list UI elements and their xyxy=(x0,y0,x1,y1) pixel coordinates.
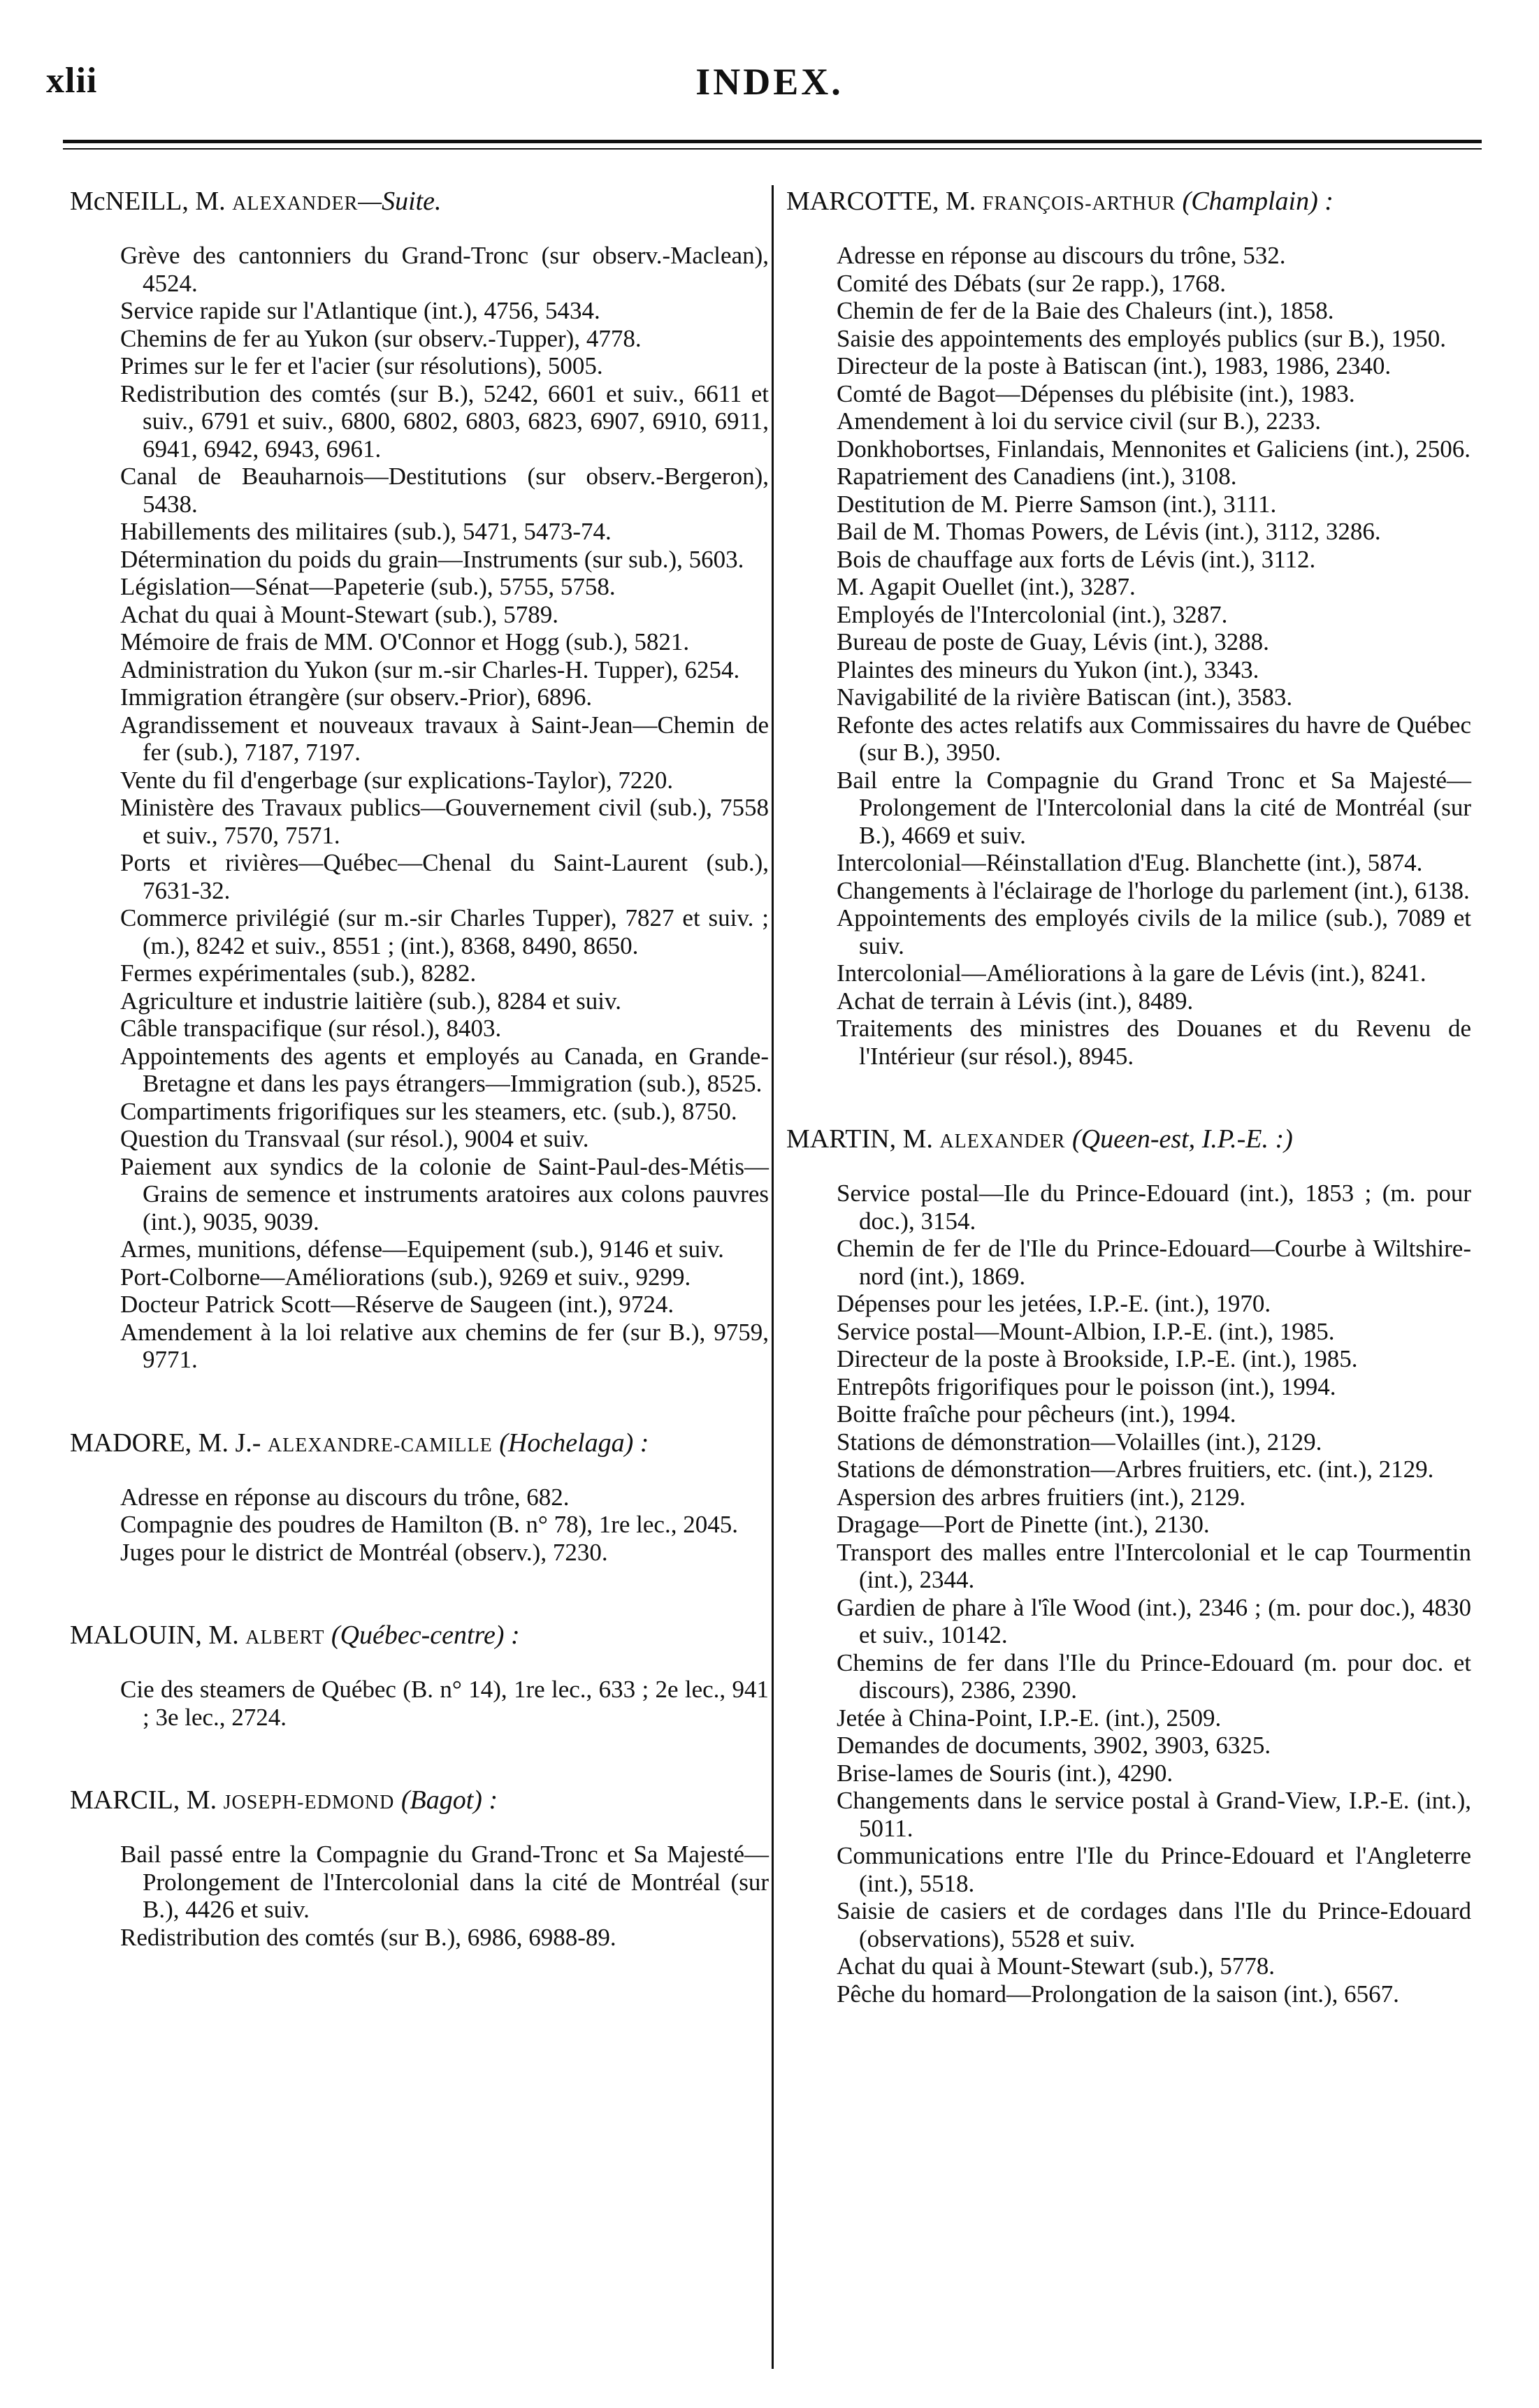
page-title: INDEX. xyxy=(695,61,844,103)
member-given-name: ALEXANDER xyxy=(232,193,359,215)
index-entry: Chemin de fer de la Baie des Chaleurs (int.), 1858. xyxy=(837,297,1334,324)
index-entry: Refonte des actes relatifs aux Commissaires du havre de Québec (sur B.), 3950. xyxy=(837,711,1471,766)
member-name: MADORE, M. J.- xyxy=(70,1428,261,1458)
index-entry: Grève des cantonniers du Grand-Tronc (sur observ.-Maclean), 4524. xyxy=(120,242,769,297)
index-entry: Compartiments frigorifiques sur les steamers, etc. (sub.), 8750. xyxy=(120,1097,737,1125)
index-entry: Câble transpacifique (sur résol.), 8403. xyxy=(120,1015,502,1042)
index-entry: Gardien de phare à l'île Wood (int.), 2346 ; (m. pour doc.), 4830 et suiv., 10142. xyxy=(837,1593,1471,1648)
index-member xyxy=(70,1427,769,1567)
index-entry: Changements dans le service postal à Grand-View, I.P.-E. (int.), 5011. xyxy=(837,1787,1471,1842)
right-column xyxy=(786,185,1471,2061)
member-given-name: JOSEPH-EDMOND xyxy=(223,1792,395,1813)
index-entry: Achat de terrain à Lévis (int.), 8489. xyxy=(837,987,1194,1015)
index-entry: Intercolonial—Réinstallation d'Eug. Blanchette (int.), 5874. xyxy=(837,849,1423,876)
member-name: MARCOTTE, M. xyxy=(786,187,976,216)
index-entry: Vente du fil d'engerbage (sur explications-Taylor), 7220. xyxy=(120,766,674,794)
index-entry: Comté de Bagot—Dépenses du plébisite (int.), 1983. xyxy=(837,379,1355,407)
index-entry: Législation—Sénat—Papeterie (sub.), 5755, 5758. xyxy=(120,573,616,600)
index-entry: Appointements des agents et employés au Canada, en Grande-Bretagne et dans les pays étrangers—Immigration (sub.), 8525. xyxy=(120,1042,769,1097)
index-entry: Amendement à loi du service civil (sur B.), 2233. xyxy=(837,407,1322,435)
index-entry: Saisie de casiers et de cordages dans l'Ile du Prince-Edouard (observations), 5528 et suiv. xyxy=(837,1897,1471,1952)
member-heading xyxy=(70,1427,769,1462)
index-entry: Service postal—Mount-Albion, I.P.-E. (int.), 1985. xyxy=(837,1317,1335,1345)
index-member xyxy=(70,1619,769,1731)
index-entry: Armes, munitions, défense—Equipement (sub.), 9146 et suiv. xyxy=(120,1235,724,1263)
index-entry: Ports et rivières—Québec—Chenal du Saint-Laurent (sub.), 7631-32. xyxy=(120,849,769,904)
member-name: McNEILL, M. xyxy=(70,187,226,216)
member-riding: (Hochelaga) : xyxy=(492,1428,649,1458)
index-entry: Redistribution des comtés (sur B.), 5242, 6601 et suiv., 6611 et suiv., 6791 et suiv., 6800, 6802, 6803, 6823, 6907, 6910, 6911, 6941, 6942, 6943, 6961. xyxy=(120,379,769,463)
member-name: MARTIN, M. xyxy=(786,1124,933,1154)
index-entry: Question du Transvaal (sur résol.), 9004 et suiv. xyxy=(120,1125,589,1152)
index-entry: Saisie des appointements des employés publics (sur B.), 1950. xyxy=(837,324,1446,352)
member-name: MALOUIN, M. xyxy=(70,1620,239,1650)
index-entry: Adresse en réponse au discours du trône, 532. xyxy=(837,242,1286,269)
index-entry: Canal de Beauharnois—Destitutions (sur observ.-Bergeron), 5438. xyxy=(120,463,769,518)
index-entry: Navigabilité de la rivière Batiscan (int.), 3583. xyxy=(837,683,1293,711)
index-entry: Administration du Yukon (sur m.-sir Charles-H. Tupper), 6254. xyxy=(120,655,740,683)
index-entry: Primes sur le fer et l'acier (sur résolutions), 5005. xyxy=(120,352,603,379)
index-entry: Mémoire de frais de MM. O'Connor et Hogg (sub.), 5821. xyxy=(120,628,690,655)
index-entry: Agriculture et industrie laitière (sub.), 8284 et suiv. xyxy=(120,987,621,1015)
member-heading xyxy=(786,185,1471,220)
member-given-name: ALBERT xyxy=(245,1627,325,1648)
index-entry: Intercolonial—Améliorations à la gare de Lévis (int.), 8241. xyxy=(837,959,1426,987)
index-entry: Bureau de poste de Guay, Lévis (int.), 3288. xyxy=(837,628,1269,655)
index-entry: Amendement à la loi relative aux chemins de fer (sur B.), 9759, 9771. xyxy=(120,1318,769,1373)
index-entry: Dragage—Port de Pinette (int.), 2130. xyxy=(837,1511,1210,1538)
index-entry: Entrepôts frigorifiques pour le poisson (int.), 1994. xyxy=(837,1372,1336,1400)
index-entry: Juges pour le district de Montréal (observ.), 7230. xyxy=(120,1538,608,1566)
member-given-name: FRANÇOIS-ARTHUR xyxy=(982,193,1176,215)
header-rule-thin xyxy=(63,148,1482,150)
index-entry: Agrandissement et nouveaux travaux à Saint-Jean—Chemin de fer (sub.), 7187, 7197. xyxy=(120,711,769,766)
index-entry: Commerce privilégié (sur m.-sir Charles Tupper), 7827 et suiv. ; (m.), 8242 et suiv., 8551 ; (int.), 8368, 8490, 8650. xyxy=(120,904,769,959)
index-entry: Bois de chauffage aux forts de Lévis (int.), 3112. xyxy=(837,545,1316,573)
page-header xyxy=(0,0,1539,140)
index-entry: Transport des malles entre l'Intercolonial et le cap Tourmentin (int.), 2344. xyxy=(837,1538,1471,1593)
index-member xyxy=(786,185,1471,1070)
index-entry: Achat du quai à Mount-Stewart (sub.), 5789. xyxy=(120,600,558,628)
column-divider xyxy=(772,185,774,2369)
index-entry: Service postal—Ile du Prince-Edouard (int.), 1853 ; (m. pour doc.), 3154. xyxy=(837,1180,1471,1235)
index-entry: Docteur Patrick Scott—Réserve de Saugeen (int.), 9724. xyxy=(120,1291,674,1318)
index-entry: Achat du quai à Mount-Stewart (sub.), 5778. xyxy=(837,1952,1275,1980)
member-heading xyxy=(786,1123,1471,1158)
index-entry: Stations de démonstration—Volailles (int.), 2129. xyxy=(837,1428,1322,1456)
member-heading xyxy=(70,1784,769,1819)
index-entry: Jetée à China-Point, I.P.-E. (int.), 2509. xyxy=(837,1704,1222,1732)
index-entry: Rapatriement des Canadiens (int.), 3108. xyxy=(837,463,1237,490)
header-rule-thick xyxy=(63,140,1482,143)
index-entry: Immigration étrangère (sur observ.-Prior), 6896. xyxy=(120,683,593,711)
left-column xyxy=(70,185,769,2004)
member-heading xyxy=(70,185,769,220)
member-riding: (Québec-centre) : xyxy=(324,1620,520,1650)
index-entry: Habillements des militaires (sub.), 5471, 5473-74. xyxy=(120,518,612,545)
index-entry: Communications entre l'Ile du Prince-Edouard et l'Angleterre (int.), 5518. xyxy=(837,1842,1471,1897)
index-entry: Aspersion des arbres fruitiers (int.), 2129. xyxy=(837,1483,1246,1511)
index-entry: Stations de démonstration—Arbres fruitiers, etc. (int.), 2129. xyxy=(837,1456,1434,1483)
member-given-name: ALEXANDRE-CAMILLE xyxy=(267,1434,493,1456)
index-entry: Destitution de M. Pierre Samson (int.), 3111. xyxy=(837,490,1277,518)
index-member xyxy=(70,185,769,1374)
index-entry: Directeur de la poste à Batiscan (int.), 1983, 1986, 2340. xyxy=(837,352,1392,379)
index-member xyxy=(70,1784,769,1951)
index-entry: Employés de l'Intercolonial (int.), 3287. xyxy=(837,600,1228,628)
index-entry: Port-Colborne—Améliorations (sub.), 9269 et suiv., 9299. xyxy=(120,1263,691,1291)
index-member xyxy=(786,1123,1471,2008)
index-entry: Bail entre la Compagnie du Grand Tronc et Sa Majesté—Prolongement de l'Intercolonial dans la cité de Montréal (sur B.), 4669 et suiv. xyxy=(837,766,1471,849)
index-entry: Ministère des Travaux publics—Gouvernement civil (sub.), 7558 et suiv., 7570, 7571. xyxy=(120,794,769,849)
index-entry: Bail de M. Thomas Powers, de Lévis (int.), 3112, 3286. xyxy=(837,518,1381,545)
index-entry: Fermes expérimentales (sub.), 8282. xyxy=(120,959,477,987)
index-entry: Pêche du homard—Prolongation de la saison (int.), 6567. xyxy=(837,1980,1399,2008)
member-riding: (Champlain) : xyxy=(1176,187,1334,216)
index-entry: Comité des Débats (sur 2e rapp.), 1768. xyxy=(837,269,1226,297)
index-entry: Détermination du poids du grain—Instruments (sur sub.), 5603. xyxy=(120,545,744,573)
index-entry: Service rapide sur l'Atlantique (int.), 4756, 5434. xyxy=(120,297,600,324)
index-entry: Demandes de documents, 3902, 3903, 6325. xyxy=(837,1732,1271,1759)
index-entry: Cie des steamers de Québec (B. n° 14), 1re lec., 633 ; 2e lec., 941 ; 3e lec., 2724. xyxy=(120,1676,769,1731)
index-entry: Directeur de la poste à Brookside, I.P.-E. (int.), 1985. xyxy=(837,1345,1358,1372)
page-number: xlii xyxy=(46,61,98,101)
index-entry: Dépenses pour les jetées, I.P.-E. (int.), 1970. xyxy=(837,1290,1271,1317)
index-entry: Paiement aux syndics de la colonie de Saint-Paul-des-Métis—Grains de semence et instruments aratoires aux colons pauvres (int.), 9035, 9039. xyxy=(120,1152,769,1235)
member-riding: —Suite. xyxy=(358,187,442,216)
member-riding: (Queen-est, I.P.-E. :) xyxy=(1065,1124,1293,1154)
index-entry: Changements à l'éclairage de l'horloge du parlement (int.), 6138. xyxy=(837,876,1470,904)
index-entry: Redistribution des comtés (sur B.), 6986, 6988-89. xyxy=(120,1923,616,1951)
index-entry: M. Agapit Ouellet (int.), 3287. xyxy=(837,573,1136,600)
member-heading xyxy=(70,1619,769,1654)
index-entry: Boitte fraîche pour pêcheurs (int.), 1994. xyxy=(837,1400,1236,1428)
member-name: MARCIL, M. xyxy=(70,1785,217,1815)
index-entry: Chemins de fer dans l'Ile du Prince-Edouard (m. pour doc. et discours), 2386, 2390. xyxy=(837,1648,1471,1704)
index-entry: Adresse en réponse au discours du trône, 682. xyxy=(120,1483,570,1511)
index-entry: Chemin de fer de l'Ile du Prince-Edouard—Courbe à Wiltshire-nord (int.), 1869. xyxy=(837,1235,1471,1290)
index-entry: Brise-lames de Souris (int.), 4290. xyxy=(837,1759,1173,1787)
member-riding: (Bagot) : xyxy=(394,1785,498,1815)
index-entry: Bail passé entre la Compagnie du Grand-Tronc et Sa Majesté—Prolongement de l'Intercolonial dans la cité de Montréal (sur B.), 4426 et suiv. xyxy=(120,1841,769,1923)
index-entry: Appointements des employés civils de la milice (sub.), 7089 et suiv. xyxy=(837,904,1471,959)
index-entry: Traitements des ministres des Douanes et du Revenu de l'Intérieur (sur résol.), 8945. xyxy=(837,1015,1471,1070)
index-entry: Plaintes des mineurs du Yukon (int.), 3343. xyxy=(837,655,1259,683)
index-entry: Donkhobortses, Finlandais, Mennonites et Galiciens (int.), 2506. xyxy=(837,435,1471,463)
index-entry: Chemins de fer au Yukon (sur observ.-Tupper), 4778. xyxy=(120,324,642,352)
index-entry: Compagnie des poudres de Hamilton (B. n° 78), 1re lec., 2045. xyxy=(120,1511,738,1538)
member-given-name: ALEXANDER xyxy=(939,1131,1066,1152)
